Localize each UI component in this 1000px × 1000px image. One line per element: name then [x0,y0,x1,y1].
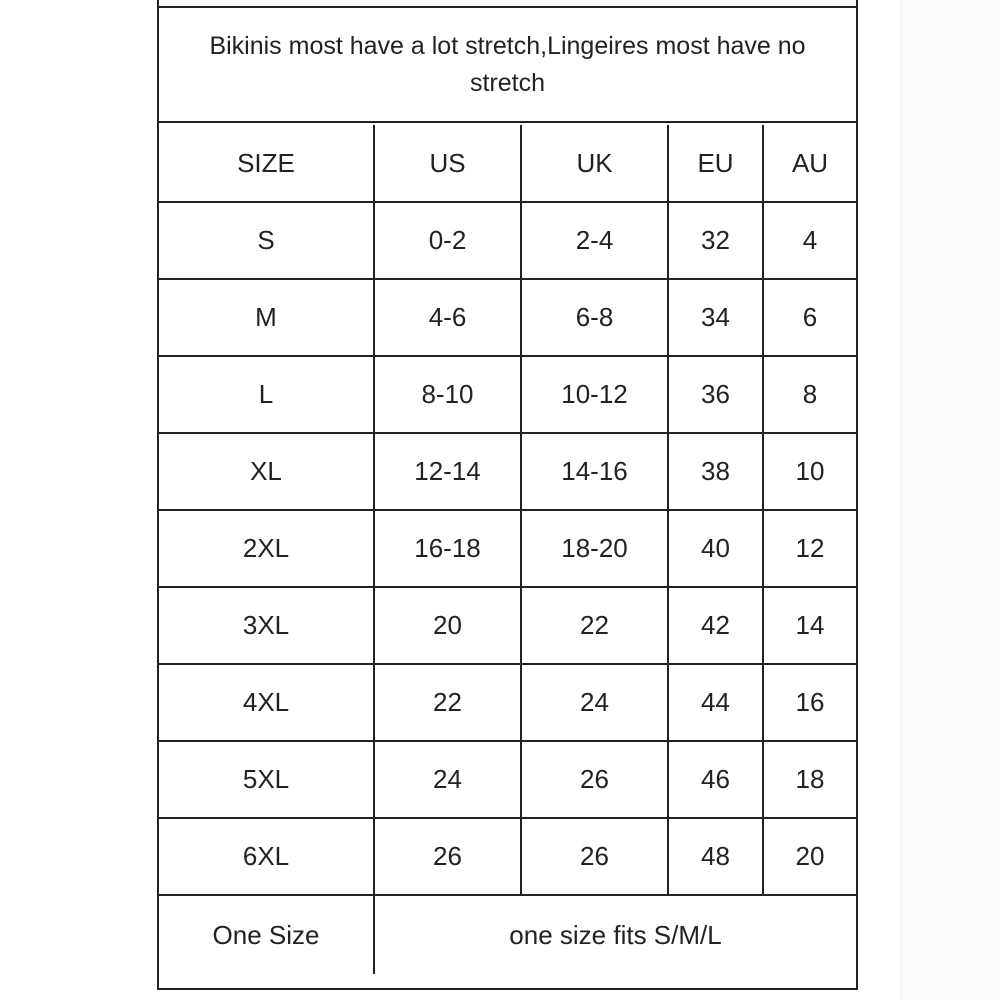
cell-uk: 2-4 [521,202,668,279]
cell-eu: 34 [668,279,763,356]
cell-size: 6XL [159,818,374,895]
cell-us: 20 [374,587,521,664]
size-chart [157,6,858,990]
cell-au: 4 [763,202,856,279]
cell-eu: 48 [668,818,763,895]
cell-size: S [159,202,374,279]
header-cell-uk: UK [521,125,668,202]
table-row [159,818,856,895]
cell-eu: 38 [668,433,763,510]
header-row [159,125,856,202]
cell-eu: 46 [668,741,763,818]
table-row [159,741,856,818]
header-cell-au: AU [763,125,856,202]
size-table [159,125,856,974]
cell-size: XL [159,433,374,510]
cell-au: 6 [763,279,856,356]
table-row [159,433,856,510]
cell-size: 3XL [159,587,374,664]
cell-au: 14 [763,587,856,664]
cell-size: 4XL [159,664,374,741]
cell-eu: 44 [668,664,763,741]
cell-eu: 40 [668,510,763,587]
cell-size: 5XL [159,741,374,818]
cell-au: 18 [763,741,856,818]
header-cell-size: SIZE [159,125,374,202]
cell-uk: 14-16 [521,433,668,510]
header-cell-us: US [374,125,521,202]
table-row [159,510,856,587]
cell-us: 16-18 [374,510,521,587]
footer-value: one size fits S/M/L [374,895,856,974]
cell-uk: 26 [521,741,668,818]
table-row [159,202,856,279]
cell-size: L [159,356,374,433]
cell-uk: 18-20 [521,510,668,587]
page-margin-strip [900,0,1000,1000]
cell-uk: 26 [521,818,668,895]
table-row [159,279,856,356]
cell-eu: 32 [668,202,763,279]
size-table-body [159,125,856,974]
cell-uk: 22 [521,587,668,664]
cell-eu: 42 [668,587,763,664]
cell-uk: 6-8 [521,279,668,356]
cell-us: 26 [374,818,521,895]
table-row [159,356,856,433]
table-row [159,587,856,664]
footer-row [159,895,856,974]
cell-us: 12-14 [374,433,521,510]
cell-us: 0-2 [374,202,521,279]
footer-label: One Size [212,919,320,950]
cell-au: 16 [763,664,856,741]
cell-au: 8 [763,356,856,433]
cell-us: 24 [374,741,521,818]
cell-uk: 24 [521,664,668,741]
cell-au: 10 [763,433,856,510]
cell-eu: 36 [668,356,763,433]
cell-size: M [159,279,374,356]
table-row [159,664,856,741]
cell-us: 8-10 [374,356,521,433]
cell-us: 4-6 [374,279,521,356]
header-cell-eu: EU [668,125,763,202]
cell-au: 20 [763,818,856,895]
cell-au: 12 [763,510,856,587]
cell-us: 22 [374,664,521,741]
stretch-note: Bikinis most have a lot stretch,Lingeires most have no stretch [159,8,856,123]
cell-size: 2XL [159,510,374,587]
cell-uk: 10-12 [521,356,668,433]
